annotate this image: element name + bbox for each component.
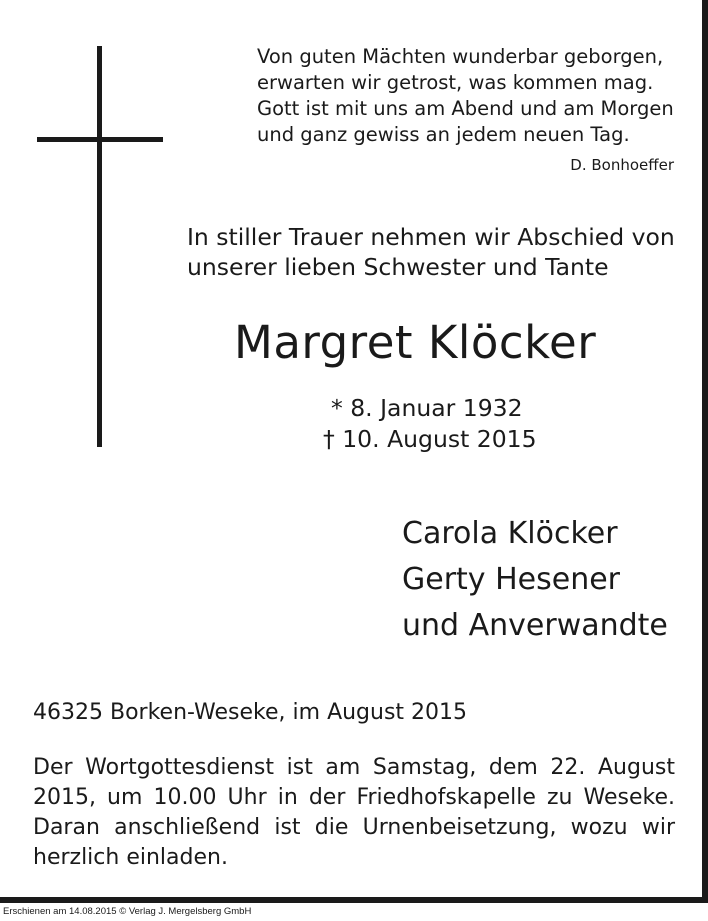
poem-line: erwarten wir getrost, was kommen mag. — [257, 71, 654, 94]
service-line: herzlich einladen. — [33, 845, 228, 870]
cross-icon-horizontal — [37, 137, 163, 142]
poem-line: und ganz gewiss an jedem neuen Tag. — [257, 123, 630, 146]
cross-icon-vertical — [97, 46, 102, 447]
publication-footer: Erschienen am 14.08.2015 © Verlag J. Mergelsberg GmbH — [3, 906, 252, 917]
poem-line: Gott ist mit uns am Abend und am Morgen — [257, 97, 674, 120]
intro-line: unserer lieben Schwester und Tante — [187, 253, 609, 281]
service-line: Daran anschließend ist die Urnenbeisetzung, wozu wir — [33, 815, 675, 840]
service-line: Der Wortgottesdienst ist am Samstag, dem 22. August — [33, 755, 675, 780]
deceased-name: Margret Klöcker — [234, 316, 597, 369]
mourner-name: Carola Klöcker — [402, 516, 618, 551]
service-line: 2015, um 10.00 Uhr in der Friedhofskapelle zu Weseke. — [33, 785, 675, 810]
place-date: 46325 Borken-Weseke, im August 2015 — [33, 700, 468, 725]
mourner-name: Gerty Hesener — [402, 562, 620, 597]
mourners-list — [402, 511, 668, 649]
intro-line: In stiller Trauer nehmen wir Abschied von — [187, 223, 675, 251]
birth-date: * 8. Januar 1932 — [331, 394, 523, 422]
death-date: † 10. August 2015 — [323, 425, 537, 453]
poem-author: D. Bonhoeffer — [570, 156, 674, 174]
service-info — [33, 753, 675, 873]
life-dates — [323, 393, 537, 455]
poem-line: Von guten Mächten wunderbar geborgen, — [257, 45, 664, 68]
mourner-name: und Anverwandte — [402, 608, 668, 643]
poem — [257, 44, 674, 148]
intro-text — [187, 222, 675, 282]
